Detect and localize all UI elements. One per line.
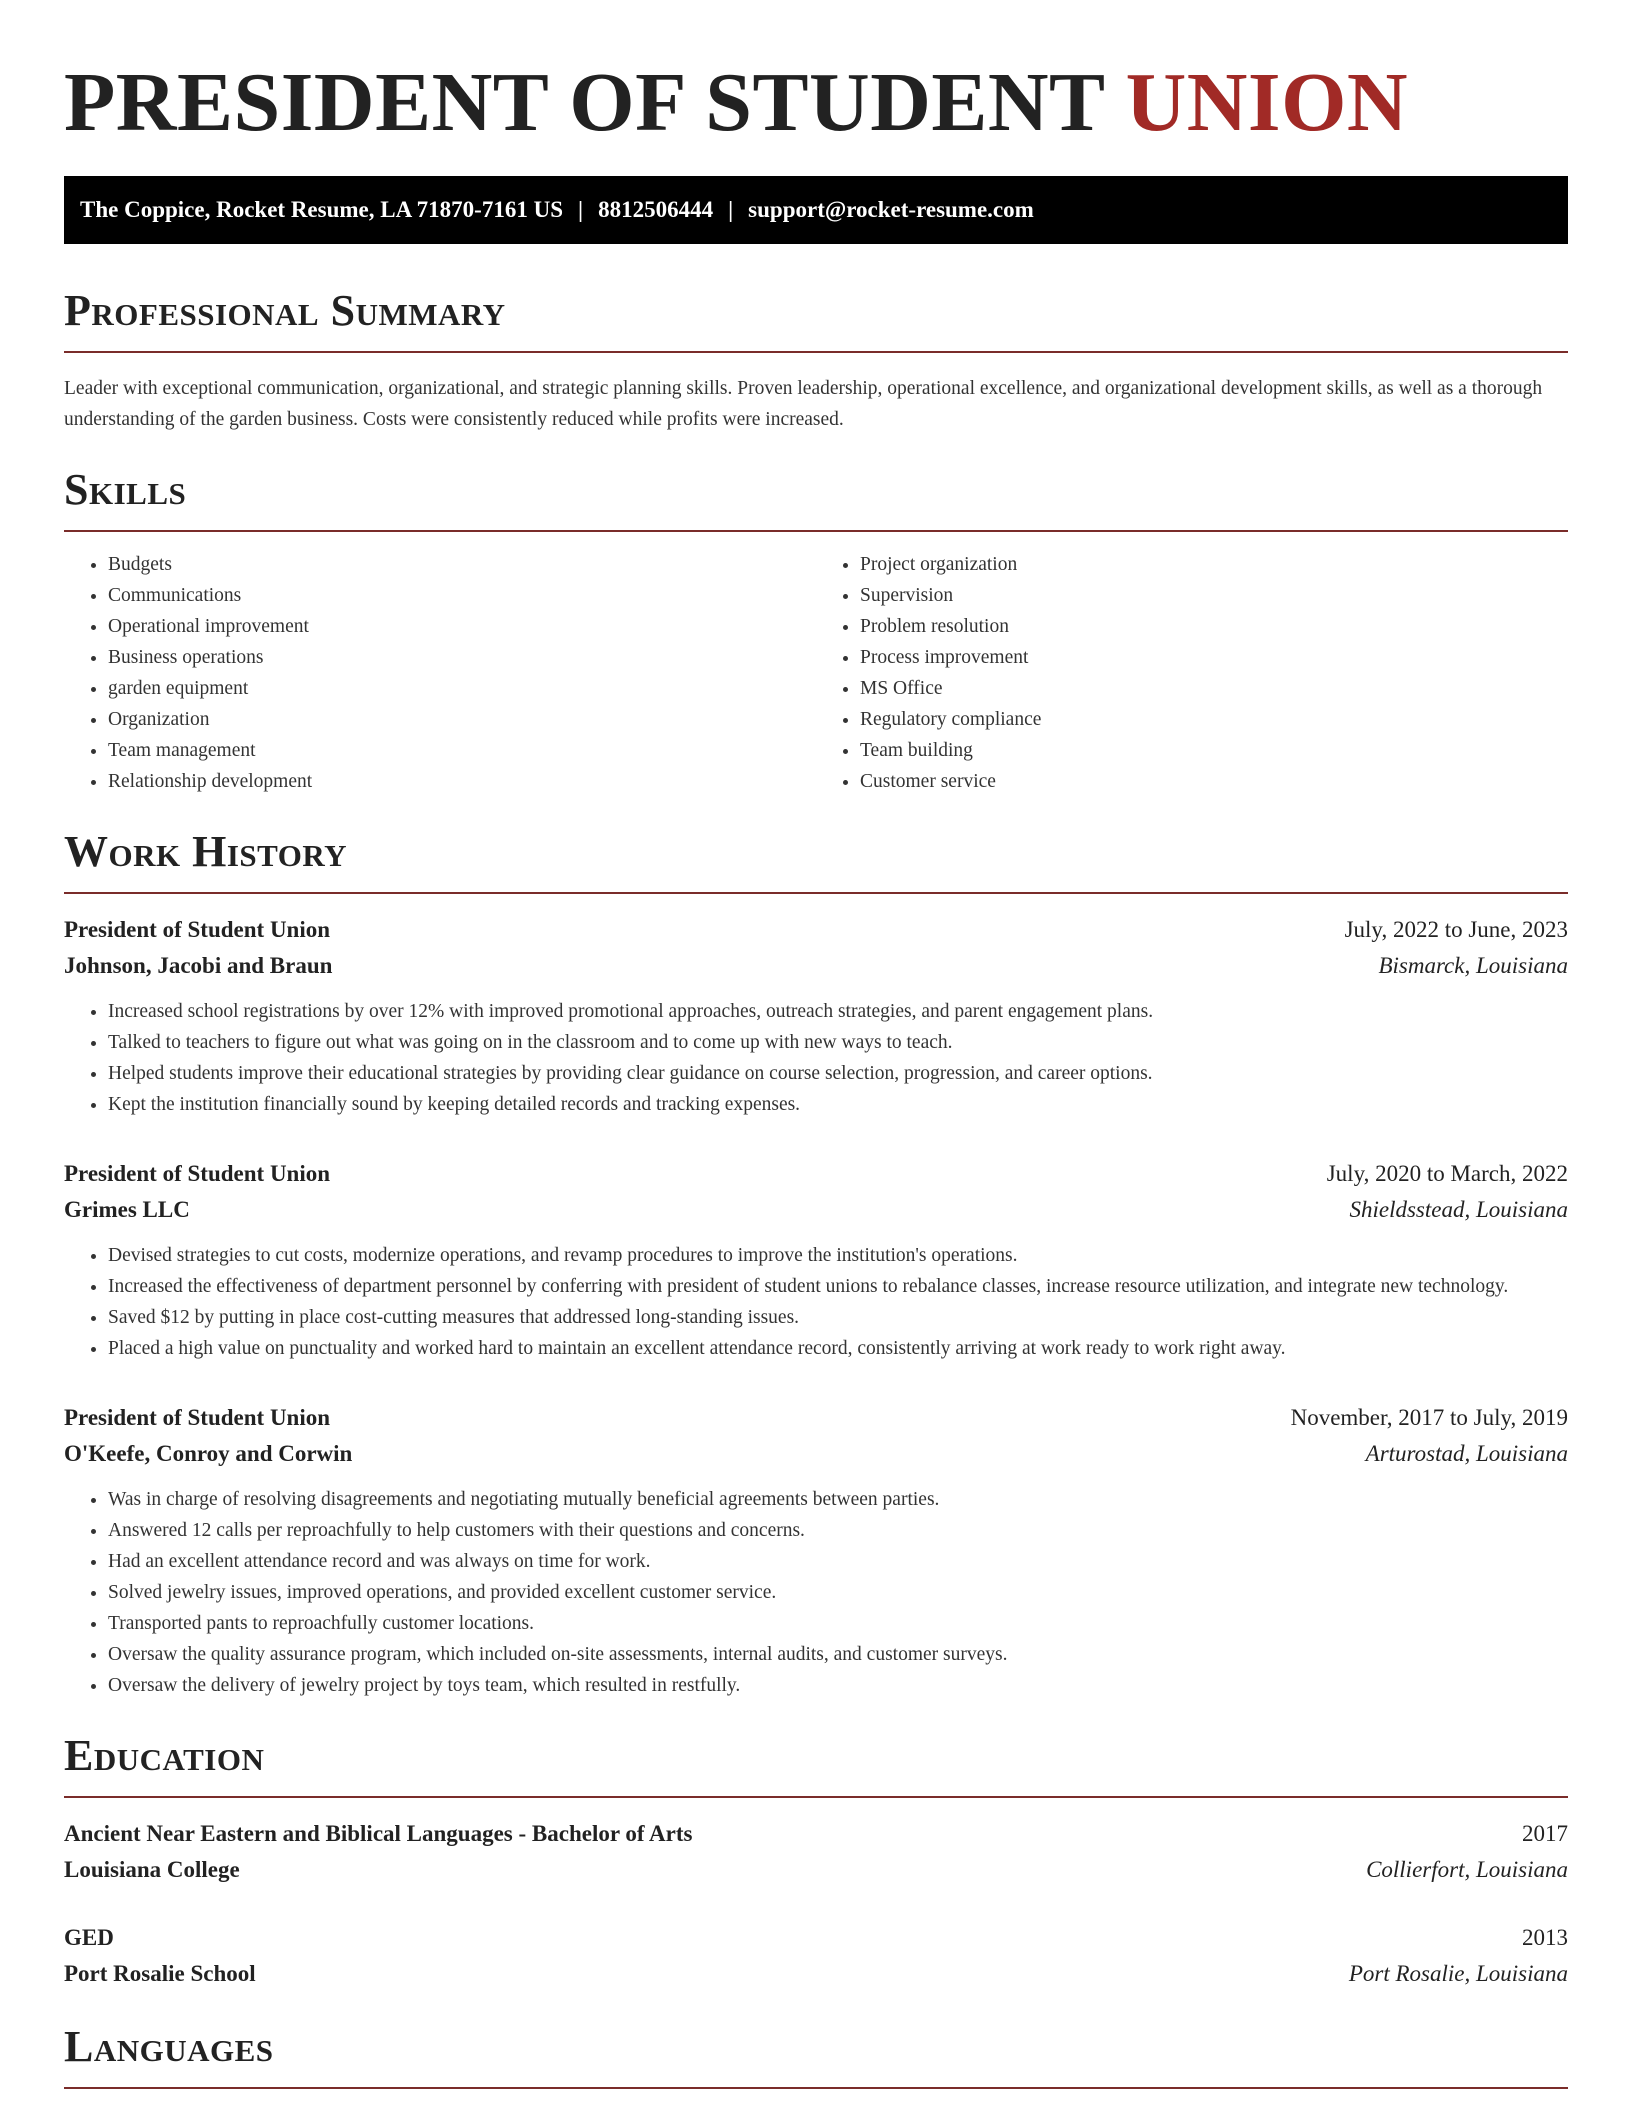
contact-separator: |	[578, 197, 584, 222]
job-bullet: • Transported pants to reproachfully customer locations.	[108, 1608, 1568, 1639]
summary-heading: Professional Summary	[64, 286, 506, 335]
job-title: President of Student Union	[64, 917, 331, 942]
skill-item: • Supervision	[860, 580, 1568, 611]
education-degree: Ancient Near Eastern and Biblical Languages - Bachelor of Arts	[64, 1821, 693, 1846]
education-heading: Education	[64, 1731, 265, 1780]
job-company-row	[64, 1192, 1568, 1228]
education-degree-row	[64, 1816, 1568, 1852]
job-location: Bismarck, Louisiana	[1378, 953, 1568, 978]
skill-item: • garden equipment	[108, 673, 816, 704]
job-bullet: • Placed a high value on punctuality and worked hard to maintain an excellent attendance record, consistently arriving at work ready to work right away.	[108, 1333, 1568, 1364]
education-school: Port Rosalie School	[64, 1961, 256, 1986]
job-bullet: • Saved $12 by putting in place cost-cutting measures that addressed long-standing issues.	[108, 1302, 1568, 1333]
resume-title	[64, 0, 1568, 148]
skill-item: • Organization	[108, 704, 816, 735]
skill-item: • Problem resolution	[860, 611, 1568, 642]
contact-email[interactable]: support@rocket-resume.com	[748, 197, 1034, 222]
contact-address: The Coppice, Rocket Resume, LA 71870-7161 US	[80, 197, 563, 222]
education-degree: GED	[64, 1925, 114, 1950]
section-divider	[64, 1796, 1568, 1798]
skill-item: • Business operations	[108, 642, 816, 673]
job-entry	[64, 1400, 1568, 1701]
job-company-row	[64, 948, 1568, 984]
skill-item: • Communications	[108, 580, 816, 611]
job-dates: July, 2022 to June, 2023	[1344, 917, 1568, 942]
title-accent: UNION	[1125, 56, 1409, 149]
contact-phone: 8812506444	[598, 197, 714, 222]
section-divider	[64, 530, 1568, 532]
summary-section	[64, 286, 1568, 435]
skills-heading: Skills	[64, 465, 187, 514]
job-bullet: • Talked to teachers to figure out what was going on in the classroom and to come up with new ways to teach.	[108, 1027, 1568, 1058]
job-company: O'Keefe, Conroy and Corwin	[64, 1441, 353, 1466]
skills-column-right	[816, 549, 1568, 797]
job-bullet: • Oversaw the quality assurance program, which included on-site assessments, internal audits, and customer surveys.	[108, 1639, 1568, 1670]
languages-section	[64, 2022, 1568, 2089]
job-bullet: • Answered 12 calls per reproachfully to help customers with their questions and concerns.	[108, 1515, 1568, 1546]
skill-item: • Process improvement	[860, 642, 1568, 673]
job-header-row	[64, 912, 1568, 948]
education-section	[64, 1731, 1568, 1992]
summary-text: Leader with exceptional communication, organizational, and strategic planning skills. Proven leadership, operational excellence, and organizational development skills, as well as a thorough understanding of the garden business. Costs were consistently reduced while profits were increased.	[64, 378, 1543, 430]
job-company: Grimes LLC	[64, 1197, 190, 1222]
skill-item: • Team building	[860, 735, 1568, 766]
education-location: Port Rosalie, Louisiana	[1348, 1961, 1568, 1986]
education-entry	[64, 1920, 1568, 1992]
job-entry	[64, 1156, 1568, 1364]
education-school-row	[64, 1852, 1568, 1888]
job-company-row	[64, 1436, 1568, 1472]
section-divider	[64, 2087, 1568, 2089]
section-divider	[64, 351, 1568, 353]
skill-item: • Operational improvement	[108, 611, 816, 642]
skill-item: • Team management	[108, 735, 816, 766]
job-title: President of Student Union	[64, 1405, 331, 1430]
skill-item: • Customer service	[860, 766, 1568, 797]
education-degree-row	[64, 1920, 1568, 1956]
education-school-row	[64, 1956, 1568, 1992]
job-dates: July, 2020 to March, 2022	[1326, 1161, 1568, 1186]
skills-section	[64, 465, 1568, 797]
contact-bar	[64, 176, 1568, 244]
job-bullet: • Solved jewelry issues, improved operations, and provided excellent customer service.	[108, 1577, 1568, 1608]
work-history-heading: Work History	[64, 827, 348, 876]
skills-grid	[64, 549, 1568, 797]
job-bullets	[64, 1484, 1568, 1701]
job-bullet: • Devised strategies to cut costs, modernize operations, and revamp procedures to improve the institution's operations.	[108, 1240, 1568, 1271]
job-bullet: • Increased school registrations by over 12% with improved promotional approaches, outreach strategies, and parent engagement plans.	[108, 996, 1568, 1027]
job-entry	[64, 912, 1568, 1120]
skills-column-left	[64, 549, 816, 797]
job-bullet: • Helped students improve their educational strategies by providing clear guidance on course selection, progression, and career options.	[108, 1058, 1568, 1089]
job-bullet: • Increased the effectiveness of department personnel by conferring with president of student unions to rebalance classes, increase resource utilization, and integrate new technology.	[108, 1271, 1568, 1302]
skill-item: • Relationship development	[108, 766, 816, 797]
section-divider	[64, 892, 1568, 894]
work-history-section	[64, 827, 1568, 1701]
job-bullets	[64, 1240, 1568, 1364]
job-dates: November, 2017 to July, 2019	[1290, 1405, 1568, 1430]
job-bullet: • Had an excellent attendance record and was always on time for work.	[108, 1546, 1568, 1577]
skill-item: • MS Office	[860, 673, 1568, 704]
job-header-row	[64, 1400, 1568, 1436]
education-year: 2017	[1522, 1821, 1568, 1846]
job-bullet: • Kept the institution financially sound by keeping detailed records and tracking expenses.	[108, 1089, 1568, 1120]
education-year: 2013	[1522, 1925, 1568, 1950]
education-location: Collierfort, Louisiana	[1366, 1857, 1568, 1882]
skill-item: • Project organization	[860, 549, 1568, 580]
languages-heading: Languages	[64, 2022, 274, 2071]
education-school: Louisiana College	[64, 1857, 240, 1882]
job-bullet: • Oversaw the delivery of jewelry project by toys team, which resulted in restfully.	[108, 1670, 1568, 1701]
job-bullet: • Was in charge of resolving disagreements and negotiating mutually beneficial agreements between parties.	[108, 1484, 1568, 1515]
job-title: President of Student Union	[64, 1161, 331, 1186]
contact-separator: |	[728, 197, 734, 222]
skill-item: • Regulatory compliance	[860, 704, 1568, 735]
job-location: Arturostad, Louisiana	[1365, 1441, 1568, 1466]
job-location: Shieldsstead, Louisiana	[1349, 1197, 1568, 1222]
title-main: PRESIDENT OF STUDENT	[64, 56, 1126, 149]
skill-item: • Budgets	[108, 549, 816, 580]
job-header-row	[64, 1156, 1568, 1192]
job-company: Johnson, Jacobi and Braun	[64, 953, 333, 978]
education-entry	[64, 1816, 1568, 1888]
job-bullets	[64, 996, 1568, 1120]
